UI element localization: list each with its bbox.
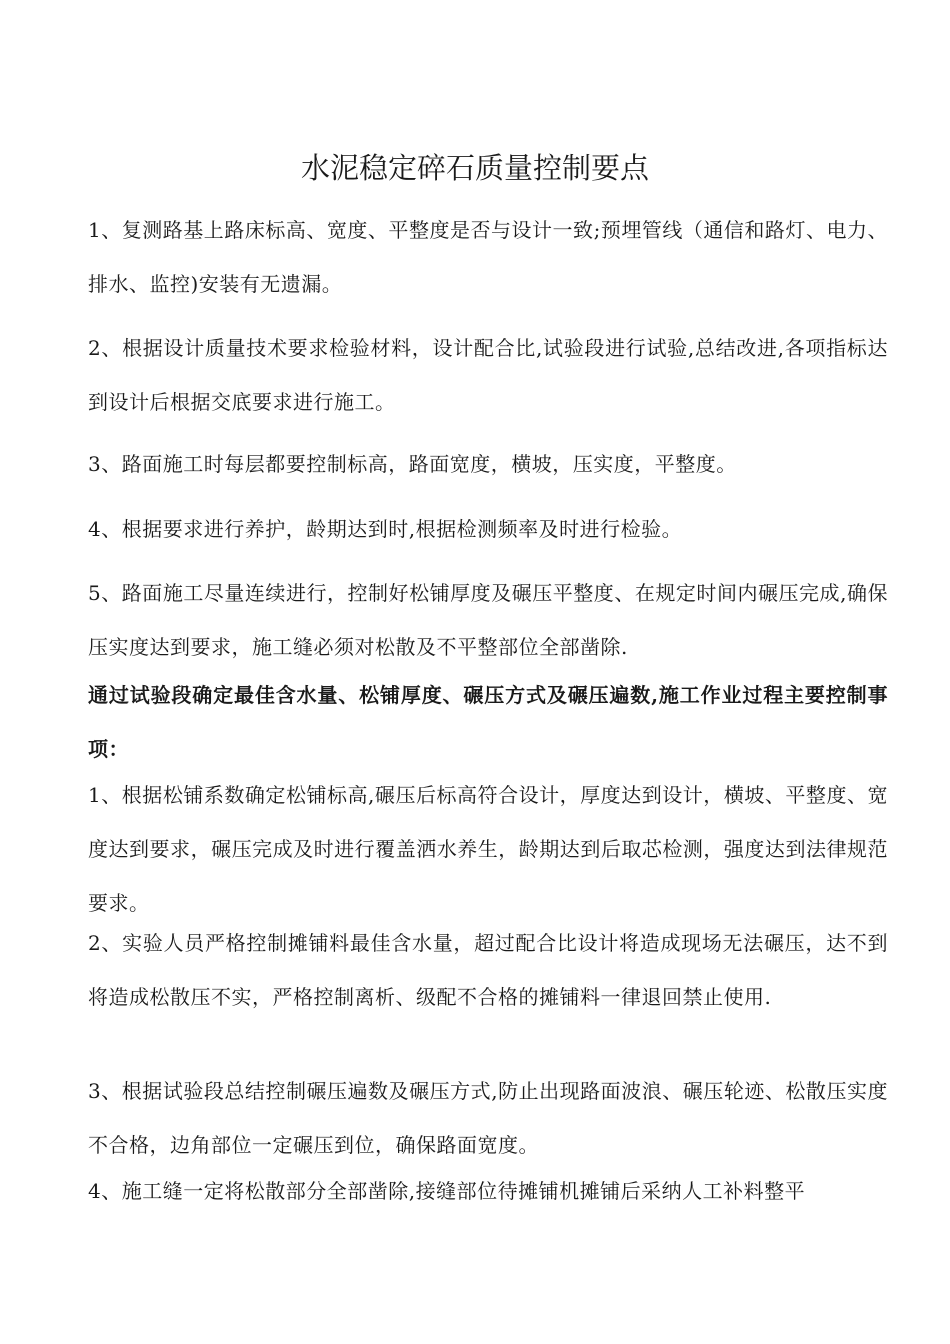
section-heading: 通过试验段确定最佳含水量、松铺厚度、碾压方式及碾压遍数,施工作业过程主要控制事项： [88,683,888,761]
control-item-4: 4、施工缝一定将松散部分全部凿除,接缝部位待摊铺机摊铺后采纳人工补料整平 [88,1179,806,1203]
paragraph-5: 5、路面施工尽量连续进行，控制好松铺厚度及碾压平整度、在规定时间内碾压完成,确保压实度达到要求，施工缝必须对松散及不平整部位全部凿除. [88,581,888,659]
control-item-2: 2、实验人员严格控制摊铺料最佳含水量，超过配合比设计将造成现场无法碾压，达不到将造成松散压不实，严格控制离析、级配不合格的摊铺料一律退回禁止使用. [88,931,888,1009]
paragraph-4: 4、根据要求进行养护，龄期达到时,根据检测频率及时进行检验。 [88,517,683,541]
paragraph-3: 3、路面施工时每层都要控制标高，路面宽度，横坡，压实度，平整度。 [88,452,737,476]
paragraph-2: 2、根据设计质量技术要求检验材料，设计配合比,试验段进行试验,总结改进,各项指标达到设计后根据交底要求进行施工。 [88,336,888,414]
control-item-1: 1、根据松铺系数确定松铺标高,碾压后标高符合设计，厚度达到设计，横坡、平整度、宽度达到要求，碾压完成及时进行覆盖洒水养生，龄期达到后取芯检测，强度达到法律规范要求。 [88,783,888,915]
paragraph-1: 1、复测路基上路床标高、宽度、平整度是否与设计一致;预埋管线（通信和路灯、电力、排水、监控)安装有无遗漏。 [88,218,888,296]
document-title: 水泥稳定碎石质量控制要点 [300,151,649,185]
control-item-3: 3、根据试验段总结控制碾压遍数及碾压方式,防止出现路面波浪、碾压轮迹、松散压实度不合格，边角部位一定碾压到位，确保路面宽度。 [88,1079,888,1157]
